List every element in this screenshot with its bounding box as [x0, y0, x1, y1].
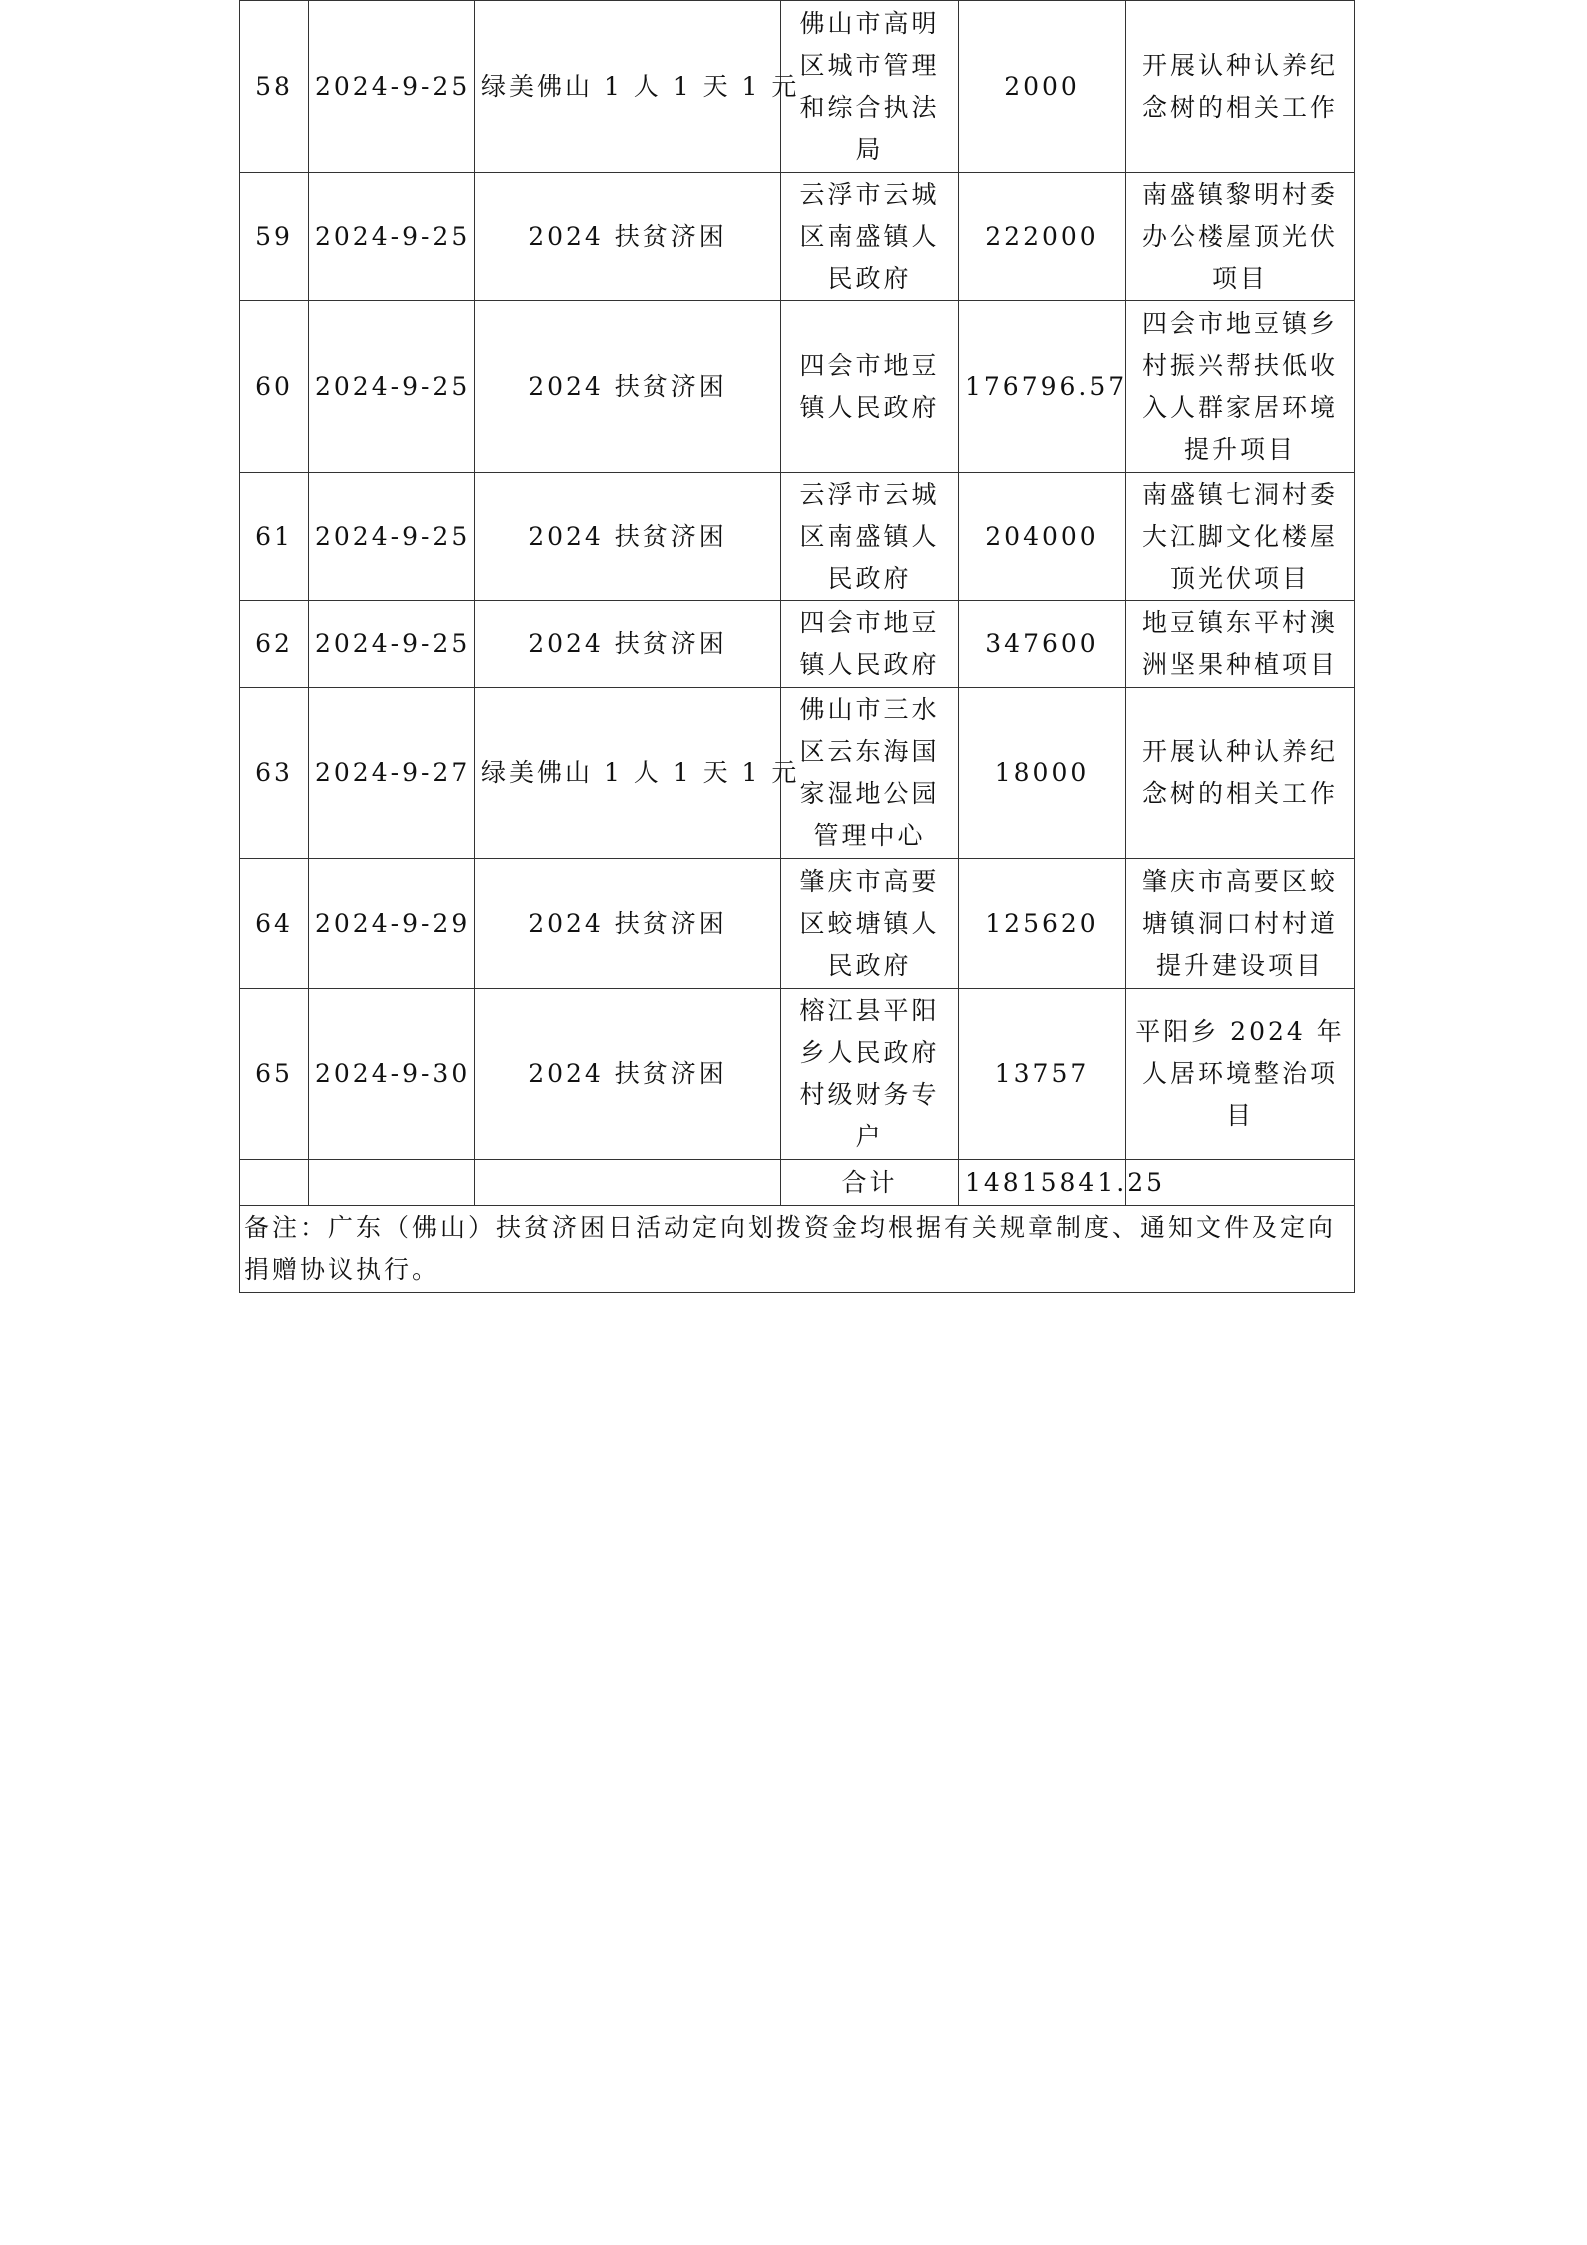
fund-purpose: 开展认种认养纪念树的相关工作: [1126, 688, 1355, 859]
allocation-date: 2024-9-25: [309, 473, 475, 601]
allocation-amount: 222000: [959, 173, 1126, 301]
table-note: 备注：广东（佛山）扶贫济困日活动定向划拨资金均根据有关规章制度、通知文件及定向捐赠协议执行。: [240, 1206, 1355, 1293]
allocation-amount: 13757: [959, 989, 1126, 1160]
recipient-unit: 四会市地豆镇人民政府: [781, 601, 959, 688]
table-row: [240, 301, 1355, 473]
fund-purpose: 平阳乡 2024 年人居环境整治项目: [1126, 989, 1355, 1160]
project-name: 2024 扶贫济困: [475, 989, 781, 1160]
row-number: 61: [240, 473, 309, 601]
total-amount: 14815841.25: [959, 1160, 1126, 1206]
recipient-unit: 肇庆市高要区蛟塘镇人民政府: [781, 859, 959, 989]
note-row: [240, 1206, 1355, 1293]
recipient-unit: 云浮市云城区南盛镇人民政府: [781, 173, 959, 301]
recipient-unit: 佛山市三水区云东海国家湿地公园管理中心: [781, 688, 959, 859]
allocation-date: 2024-9-30: [309, 989, 475, 1160]
fund-purpose: 地豆镇东平村澳洲坚果种植项目: [1126, 601, 1355, 688]
project-name: 2024 扶贫济困: [475, 601, 781, 688]
allocation-date: 2024-9-25: [309, 301, 475, 473]
fund-purpose: 南盛镇黎明村委办公楼屋顶光伏项目: [1126, 173, 1355, 301]
row-number: 62: [240, 601, 309, 688]
allocation-date: 2024-9-27: [309, 688, 475, 859]
total-row: [240, 1160, 1355, 1206]
empty-cell: [475, 1160, 781, 1206]
row-number: 64: [240, 859, 309, 989]
project-name: 2024 扶贫济困: [475, 301, 781, 473]
recipient-unit: 四会市地豆镇人民政府: [781, 301, 959, 473]
allocation-date: 2024-9-25: [309, 1, 475, 173]
recipient-unit: 云浮市云城区南盛镇人民政府: [781, 473, 959, 601]
fund-purpose: 开展认种认养纪念树的相关工作: [1126, 1, 1355, 173]
row-number: 58: [240, 1, 309, 173]
project-name: 绿美佛山 1 人 1 天 1 元: [475, 1, 781, 173]
recipient-unit: 榕江县平阳乡人民政府村级财务专户: [781, 989, 959, 1160]
project-name: 2024 扶贫济困: [475, 859, 781, 989]
table-row: [240, 1, 1355, 173]
total-label: 合计: [781, 1160, 959, 1206]
allocation-date: 2024-9-29: [309, 859, 475, 989]
table-row: [240, 688, 1355, 859]
table-row: [240, 173, 1355, 301]
allocation-amount: 2000: [959, 1, 1126, 173]
allocation-amount: 347600: [959, 601, 1126, 688]
table-row: [240, 473, 1355, 601]
empty-cell: [240, 1160, 309, 1206]
allocation-amount: 18000: [959, 688, 1126, 859]
fund-purpose: 肇庆市高要区蛟塘镇洞口村村道提升建设项目: [1126, 859, 1355, 989]
allocation-amount: 176796.57: [959, 301, 1126, 473]
recipient-unit: 佛山市高明区城市管理和综合执法局: [781, 1, 959, 173]
allocation-date: 2024-9-25: [309, 173, 475, 301]
allocation-amount: 125620: [959, 859, 1126, 989]
project-name: 绿美佛山 1 人 1 天 1 元: [475, 688, 781, 859]
table-row: [240, 601, 1355, 688]
allocation-date: 2024-9-25: [309, 601, 475, 688]
table-row: [240, 989, 1355, 1160]
row-number: 60: [240, 301, 309, 473]
empty-cell: [309, 1160, 475, 1206]
row-number: 65: [240, 989, 309, 1160]
project-name: 2024 扶贫济困: [475, 173, 781, 301]
row-number: 63: [240, 688, 309, 859]
fund-purpose: 南盛镇七洞村委大江脚文化楼屋顶光伏项目: [1126, 473, 1355, 601]
fund-purpose: 四会市地豆镇乡村振兴帮扶低收入人群家居环境提升项目: [1126, 301, 1355, 473]
project-name: 2024 扶贫济困: [475, 473, 781, 601]
table-row: [240, 859, 1355, 989]
allocation-amount: 204000: [959, 473, 1126, 601]
row-number: 59: [240, 173, 309, 301]
donation-allocation-table: [239, 0, 1355, 1293]
